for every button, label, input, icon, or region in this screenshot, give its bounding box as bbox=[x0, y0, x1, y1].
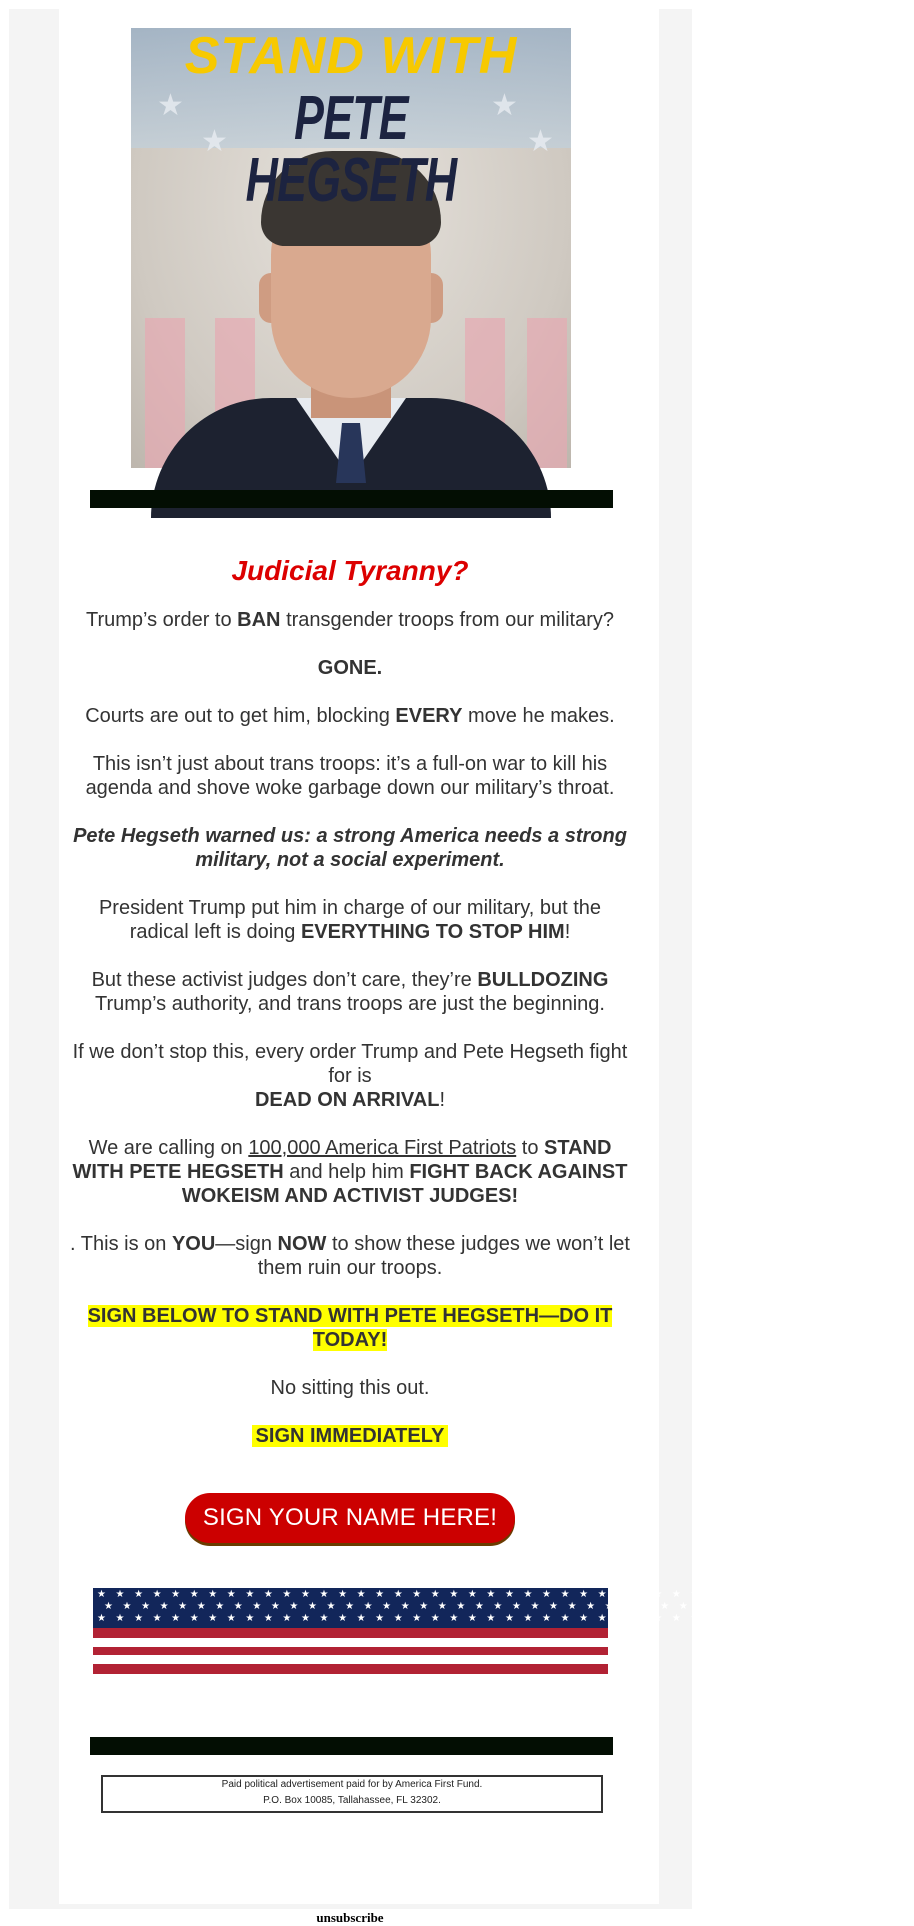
text-bold: YOU bbox=[171, 1233, 216, 1255]
paragraph-2 bbox=[70, 656, 630, 680]
text: Courts are out to get him, blocking bbox=[85, 705, 396, 727]
hero-title-line1: STAND WITH bbox=[184, 27, 518, 85]
hero-title-line2: PETE HEGSETH bbox=[245, 84, 457, 215]
text-bold: EVERYTHING TO STOP HIM bbox=[300, 921, 565, 943]
flag-stripe-red bbox=[93, 1628, 608, 1638]
hero-image bbox=[131, 28, 571, 468]
text-bold: DEAD ON ARRIVAL bbox=[254, 1089, 440, 1111]
text: ! bbox=[564, 921, 571, 943]
text-bold: BAN bbox=[237, 609, 281, 631]
patriots-link[interactable]: 100,000 America First Patriots bbox=[248, 1137, 517, 1159]
paragraph-11 bbox=[80, 1304, 620, 1352]
text-bold-italic: Pete Hegseth warned us: a strong America needs a strong military, not a social experiment. bbox=[73, 825, 627, 871]
text: If we don’t stop this, every order Trump and Pete Hegseth fight for is bbox=[72, 1041, 628, 1087]
text: No sitting this out. bbox=[270, 1377, 430, 1399]
text-bold: NOW bbox=[277, 1233, 327, 1255]
hero-stripe bbox=[527, 318, 567, 468]
star-icon: ★ bbox=[491, 88, 518, 123]
text: —sign bbox=[215, 1233, 278, 1255]
divider-bar-top bbox=[90, 490, 613, 508]
paragraph-8 bbox=[70, 1040, 630, 1112]
paragraph-4 bbox=[76, 752, 624, 800]
text: President Trump put him in charge of our military, but the radical left is doing bbox=[98, 897, 602, 943]
paragraph-9 bbox=[70, 1136, 630, 1208]
text-bold: GONE. bbox=[317, 657, 383, 679]
paragraph-5 bbox=[70, 824, 630, 872]
text: Trump’s authority, and trans troops are just the beginning. bbox=[95, 993, 605, 1015]
text: to bbox=[516, 1137, 544, 1159]
text: We are calling on bbox=[88, 1137, 249, 1159]
text: This isn’t just about trans troops: it’s a full-on war to kill his agenda and shove woke garbage down our military’s throat. bbox=[85, 753, 615, 799]
paragraph-1 bbox=[70, 608, 630, 632]
paragraph-10 bbox=[70, 1232, 630, 1280]
text: transgender troops from our military? bbox=[280, 609, 614, 631]
highlighted-text: SIGN IMMEDIATELY bbox=[252, 1425, 449, 1447]
paragraph-7 bbox=[84, 968, 616, 1016]
text-bold: FIGHT BACK AGAINST WOKEISM AND ACTIVIST JUDGES! bbox=[181, 1161, 628, 1207]
headline: Judicial Tyranny? bbox=[231, 555, 469, 586]
paragraph-12 bbox=[70, 1376, 630, 1400]
paragraph-6 bbox=[90, 896, 610, 944]
text-bold: EVERY bbox=[395, 705, 463, 727]
text: Trump’s order to bbox=[86, 609, 238, 631]
text: . This is on bbox=[70, 1233, 172, 1255]
sign-name-button[interactable]: SIGN YOUR NAME HERE! bbox=[185, 1493, 515, 1543]
paragraph-3 bbox=[70, 704, 630, 728]
unsubscribe-link[interactable]: unsubscribe bbox=[316, 1910, 384, 1925]
text: to show these judges we won’t let them ruin our troops. bbox=[257, 1233, 630, 1279]
disclaimer-box bbox=[101, 1775, 603, 1813]
star-row: ★ ★ ★ ★ ★ ★ ★ ★ ★ ★ ★ ★ ★ ★ ★ ★ ★ ★ ★ ★ ★ ★ ★ ★ ★ ★ ★ ★ ★ ★ ★ ★ ★ ★ ★ ★ ★ ★ ★ ★ ★ ★ ★ ★ bbox=[104, 1601, 914, 1612]
disclaimer-line: P.O. Box 10085, Tallahassee, FL 32302. bbox=[263, 1795, 441, 1806]
text-bold: BULLDOZING bbox=[477, 969, 609, 991]
text-bold: STAND WITH PETE HEGSETH bbox=[72, 1137, 612, 1183]
text: move he makes. bbox=[462, 705, 615, 727]
star-icon: ★ bbox=[157, 88, 184, 123]
flag-stripe-red bbox=[93, 1647, 608, 1655]
flag-banner bbox=[93, 1588, 914, 1676]
paragraph-13 bbox=[70, 1424, 630, 1448]
divider-bar-bottom bbox=[90, 1737, 613, 1755]
star-icon: ★ bbox=[527, 124, 554, 159]
star-icon: ★ bbox=[201, 124, 228, 159]
highlighted-text: SIGN BELOW TO STAND WITH PETE HEGSETH—DO IT TODAY! bbox=[87, 1305, 613, 1351]
star-row: ★ ★ ★ ★ ★ ★ ★ ★ ★ ★ ★ ★ ★ ★ ★ ★ ★ ★ ★ ★ ★ ★ ★ ★ ★ ★ ★ ★ ★ ★ ★ ★ ★ ★ ★ ★ ★ ★ ★ ★ ★ ★ ★ ★ bbox=[97, 1589, 907, 1600]
text: and help him bbox=[283, 1161, 410, 1183]
text: But these activist judges don’t care, they’re bbox=[91, 969, 478, 991]
text: ! bbox=[439, 1089, 445, 1111]
flag-stripe-red bbox=[93, 1664, 608, 1674]
star-row: ★ ★ ★ ★ ★ ★ ★ ★ ★ ★ ★ ★ ★ ★ ★ ★ ★ ★ ★ ★ ★ ★ ★ ★ ★ ★ ★ ★ ★ ★ ★ ★ ★ ★ ★ ★ ★ ★ ★ ★ ★ ★ ★ ★ bbox=[97, 1613, 907, 1624]
disclaimer-line: Paid political advertisement paid for by America First Fund. bbox=[221, 1779, 483, 1790]
flag-stars bbox=[97, 1589, 914, 1625]
